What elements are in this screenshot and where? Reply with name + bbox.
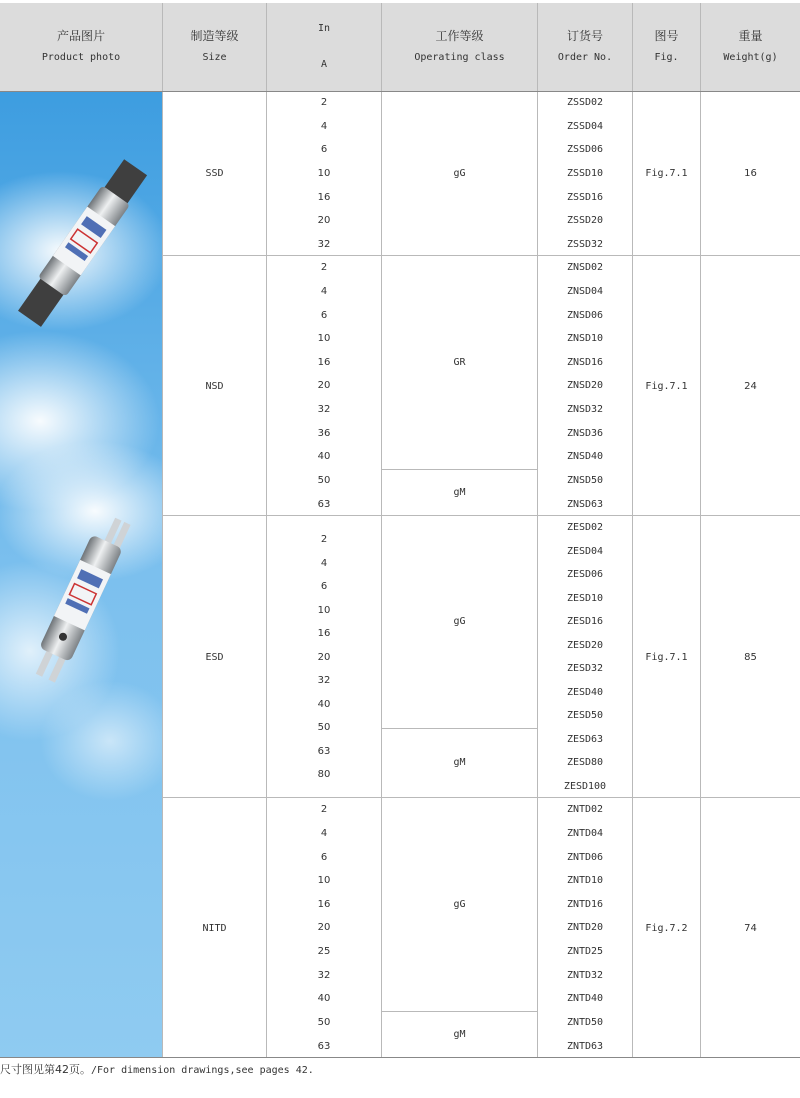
order-number-cell: ZSSD02 — [566, 97, 604, 109]
order-number-cell: ZESD20 — [566, 639, 604, 651]
order-number-cell: ZESD63 — [566, 733, 604, 745]
footer-note-zh: 尺寸图见第42页。 — [0, 1063, 91, 1076]
fig-cell: Fig.7.1 — [645, 651, 688, 663]
header-fig-zh: 图号 — [654, 29, 679, 43]
header-photo — [0, 3, 162, 91]
current-rating-cell: 10 — [317, 604, 331, 616]
header-size — [163, 3, 266, 91]
current-rating-cell: 2 — [320, 534, 328, 545]
order-number-cell: ZNSD10 — [566, 333, 604, 345]
order-number-cell: ZNTD50 — [566, 1017, 604, 1029]
operating-class-cell: gM — [453, 757, 466, 769]
order-number-cell: ZESD16 — [566, 616, 604, 628]
order-number-cell: ZNSD50 — [566, 475, 604, 487]
current-rating-cell: 4 — [320, 120, 328, 132]
size-cell: SSD — [205, 168, 224, 179]
current-rating-cell: 10 — [317, 167, 331, 179]
order-number-cell: ZSSD16 — [566, 191, 604, 203]
column-divider — [162, 3, 163, 1058]
order-number-cell: ZNSD40 — [566, 451, 604, 463]
current-rating-cell: 10 — [317, 875, 331, 887]
current-rating-cell: 50 — [317, 722, 331, 733]
operating-class-cell: gG — [453, 168, 466, 179]
product-photo-image — [0, 91, 162, 1058]
operating-class-cell: GR — [453, 356, 466, 368]
current-rating-cell: 6 — [320, 581, 328, 592]
operating-class-cell: gM — [453, 486, 466, 498]
column-divider — [266, 3, 267, 1058]
order-number-cell: ZNSD06 — [566, 309, 604, 321]
header-weight-zh: 重量 — [738, 29, 763, 43]
header-weight-en: Weight(g) — [723, 52, 778, 63]
current-rating-cell: 2 — [320, 804, 328, 816]
current-rating-cell: 32 — [317, 238, 331, 250]
order-number-cell: ZESD02 — [566, 522, 604, 534]
current-rating-cell: 4 — [320, 557, 328, 569]
current-rating-cell: 36 — [317, 427, 331, 439]
header-divider — [0, 91, 800, 92]
column-divider — [700, 3, 701, 1058]
order-number-cell: ZNTD25 — [566, 946, 604, 958]
current-rating-cell: 20 — [317, 922, 331, 934]
header-weight — [701, 3, 800, 91]
current-rating-cell: 63 — [317, 498, 331, 510]
fig-cell: Fig.7.2 — [645, 922, 688, 934]
current-rating-cell: 40 — [317, 993, 331, 1005]
order-number-cell: ZNTD63 — [566, 1040, 604, 1052]
current-rating-cell: 6 — [320, 309, 328, 321]
order-number-cell: ZNSD32 — [566, 404, 604, 416]
header-class-zh: 工作等级 — [435, 29, 484, 43]
order-number-cell: ZNSD63 — [566, 498, 604, 510]
header-class-en: Operating class — [414, 52, 505, 63]
current-rating-cell: 6 — [320, 144, 328, 156]
header-current-in: In — [317, 23, 331, 34]
current-rating-cell: 20 — [317, 380, 331, 392]
order-number-cell: ZNSD02 — [566, 262, 604, 274]
current-rating-cell: 6 — [320, 851, 328, 863]
order-number-cell: ZESD80 — [566, 757, 604, 769]
header-photo-zh: 产品图片 — [56, 29, 105, 43]
current-rating-cell: 32 — [317, 969, 331, 981]
order-number-cell: ZSSD04 — [566, 120, 604, 132]
footer-note-en: /For dimension drawings,see pages 42. — [91, 1065, 314, 1076]
current-rating-cell: 16 — [317, 898, 331, 910]
column-divider — [632, 3, 633, 1058]
order-number-cell: ZSSD06 — [566, 144, 604, 156]
header-fig — [633, 3, 700, 91]
order-number-cell: ZNSD36 — [566, 427, 604, 439]
order-number-cell: ZNTD32 — [566, 969, 604, 981]
fig-cell: Fig.7.1 — [645, 380, 688, 392]
header-order-zh: 订货号 — [566, 29, 603, 43]
size-cell: ESD — [205, 651, 224, 663]
current-rating-cell: 63 — [317, 1040, 331, 1052]
weight-cell: 24 — [744, 380, 757, 392]
operating-class-cell: gG — [453, 616, 466, 628]
order-number-cell: ZSSD32 — [566, 238, 604, 250]
current-rating-cell: 50 — [317, 475, 331, 487]
order-number-cell: ZSSD20 — [566, 215, 604, 227]
order-number-cell: ZNSD04 — [566, 285, 604, 297]
fig-cell: Fig.7.1 — [645, 168, 688, 179]
header-order — [538, 3, 632, 91]
header-fig-en: Fig. — [654, 52, 679, 63]
current-rating-cell: 80 — [317, 769, 331, 780]
product-photo — [0, 91, 162, 1058]
order-number-cell: ZESD32 — [566, 663, 604, 675]
order-number-cell: ZNTD20 — [566, 922, 604, 934]
column-divider — [381, 3, 382, 1058]
current-rating-cell: 20 — [317, 215, 331, 227]
order-number-cell: ZNTD10 — [566, 875, 604, 887]
current-rating-cell: 63 — [317, 745, 331, 757]
current-rating-cell: 25 — [317, 946, 331, 958]
current-rating-cell: 32 — [317, 675, 331, 686]
current-rating-cell: 2 — [320, 97, 328, 109]
current-rating-cell: 16 — [317, 356, 331, 368]
current-rating-cell: 10 — [317, 333, 331, 345]
order-number-cell: ZNTD04 — [566, 827, 604, 839]
order-number-cell: ZESD50 — [566, 710, 604, 722]
weight-cell: 74 — [744, 922, 757, 934]
order-number-cell: ZNTD40 — [566, 993, 604, 1005]
order-number-cell: ZNTD16 — [566, 898, 604, 910]
footer-note — [0, 1058, 800, 1082]
order-number-cell: ZNSD16 — [566, 356, 604, 368]
order-number-cell: ZNTD02 — [566, 804, 604, 816]
weight-cell: 16 — [744, 168, 757, 179]
order-number-cell: ZESD100 — [563, 780, 607, 792]
fuse-spec-table — [0, 3, 800, 1058]
order-number-cell: ZESD10 — [566, 592, 604, 604]
header-order-en: Order No. — [557, 52, 613, 63]
order-number-cell: ZNTD06 — [566, 851, 604, 863]
operating-class-cell: gG — [453, 898, 466, 910]
order-number-cell: ZNSD20 — [566, 380, 604, 392]
current-rating-cell: 16 — [317, 628, 331, 639]
current-rating-cell: 50 — [317, 1017, 331, 1029]
header-current-unit: A — [320, 59, 328, 70]
header-photo-en: Product photo — [41, 52, 121, 63]
current-rating-cell: 16 — [317, 191, 331, 203]
order-number-cell: ZESD40 — [566, 686, 604, 698]
weight-cell: 85 — [744, 651, 757, 663]
current-rating-cell: 20 — [317, 651, 331, 663]
operating-class-cell: gM — [453, 1028, 466, 1040]
order-number-cell: ZSSD10 — [566, 167, 604, 179]
current-rating-cell: 4 — [320, 285, 328, 297]
size-cell: NITD — [202, 922, 227, 934]
current-rating-cell: 40 — [317, 698, 331, 710]
header-class — [382, 3, 537, 91]
column-divider — [537, 3, 538, 1058]
header-current — [267, 3, 381, 91]
current-rating-cell: 32 — [317, 404, 331, 416]
header-size-en: Size — [202, 52, 227, 63]
current-rating-cell: 4 — [320, 827, 328, 839]
current-rating-cell: 40 — [317, 451, 331, 463]
order-number-cell: ZESD04 — [566, 545, 604, 557]
order-number-cell: ZESD06 — [566, 569, 604, 581]
size-cell: NSD — [205, 380, 224, 392]
current-rating-cell: 2 — [320, 262, 328, 274]
header-size-zh: 制造等级 — [190, 29, 239, 43]
